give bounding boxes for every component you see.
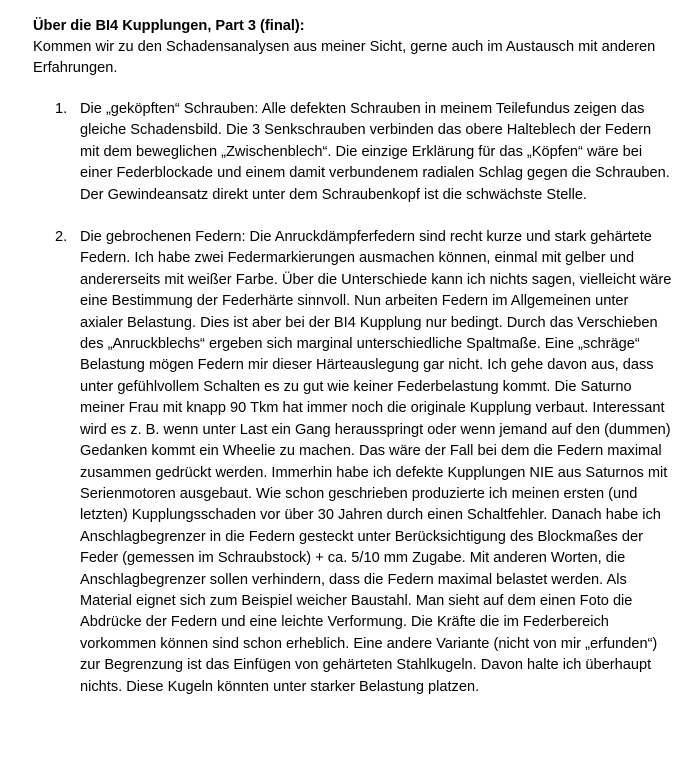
list-item	[33, 99, 673, 206]
intro-paragraph: Kommen wir zu den Schadensanalysen aus meiner Sicht, gerne auch im Austausch mit anderen Erfahrungen.	[33, 39, 656, 76]
document-title: Über die BI4 Kupplungen, Part 3 (final):	[33, 18, 305, 34]
list-item-number: 2.	[55, 229, 68, 246]
list-item-number: 1.	[55, 101, 68, 117]
list-item-text: Die „geköpften“ Schrauben: Alle defekten Schrauben in meinem Teilefundus zeigen das gleiche Schadensbild. Die 3 Senkschrauben verbinden das obere Halteblech der Federn mit dem beweglichen „Zwischenblech“. Die einzige Erklärung für das „Köpfen“ wäre bei einer Federblockade und einem damit verbundenem radialen Schlag gegen die Schrauben. Der Gewindeansatz direkt unter dem Schraubenkopf ist die schwächste Stelle.	[80, 101, 670, 203]
numbered-list	[33, 99, 673, 698]
list-item-text: Die gebrochenen Federn: Die Anruckdämpferfedern sind recht kurze und stark gehärtete Federn. Ich habe zwei Federmarkierungen ausmachen können, einmal mit gelber und andererseits mit weißer Farbe. Über die Unterschiede kann ich nichts sagen, vielleicht wäre eine Bestimmung der Federhärte sinnvoll. Nun arbeiten Federn im Allgemeinen unter axialer Belastung. Dies ist aber bei der BI4 Kupplung nur bedingt. Durch das Verschieben des „Anruckblechs“ ergeben sich marginal unterschiedliche Spaltmaße. Eine „schräge“ Belastung mögen Federn mir dieser Härteauslegung gar nicht. Ich gehe davon aus, dass unter gefühlvollem Schalten es zu gut wie keiner Federbelastung kommt. Die Saturno meiner Frau mit knapp 90 Tkm hat immer noch die originale Kupplung verbaut. Interessant wird es z. B. wenn unter Last ein Gang herausspringt oder wenn jemand auf den (dummen) Gedanken kommt ein Wheelie zu machen. Das wäre der Fall bei dem die Federn maximal zusammen gedrückt werden. Immerhin habe ich defekte Kupplungen NIE aus Saturnos mit Serienmotoren ausgebaut. Wie schon geschrieben produzierte ich meinen ersten (und letzten) Kupplungsschaden vor über 30 Jahren durch einen Schaltfehler. Danach habe ich Anschlagbegrenzer in die Federn gesteckt unter Berücksichtigung des Blockmaßes der Feder (gemessen im Schraubstock) + ca. 5/10 mm Zugabe. Mit anderen Worten, die Anschlagbegrenzer sollen verhindern, dass die Federn maximal belastet werden. Als Material eignet sich zum Beispiel weicher Baustahl. Man sieht auf dem einen Foto die Abdrücke der Federn und eine leichte Verformung. Die Kräfte die im Federbereich vorkommen können sind schon erheblich. Eine andere Variante (nicht von mir „erfunden“) zur Begrenzung ist das Einfügen von gehärteten Stahlkugeln. Davon halte ich überhaupt nichts. Diese Kugeln könnten unter starker Belastung platzen.	[80, 229, 672, 695]
list-item	[33, 227, 673, 698]
